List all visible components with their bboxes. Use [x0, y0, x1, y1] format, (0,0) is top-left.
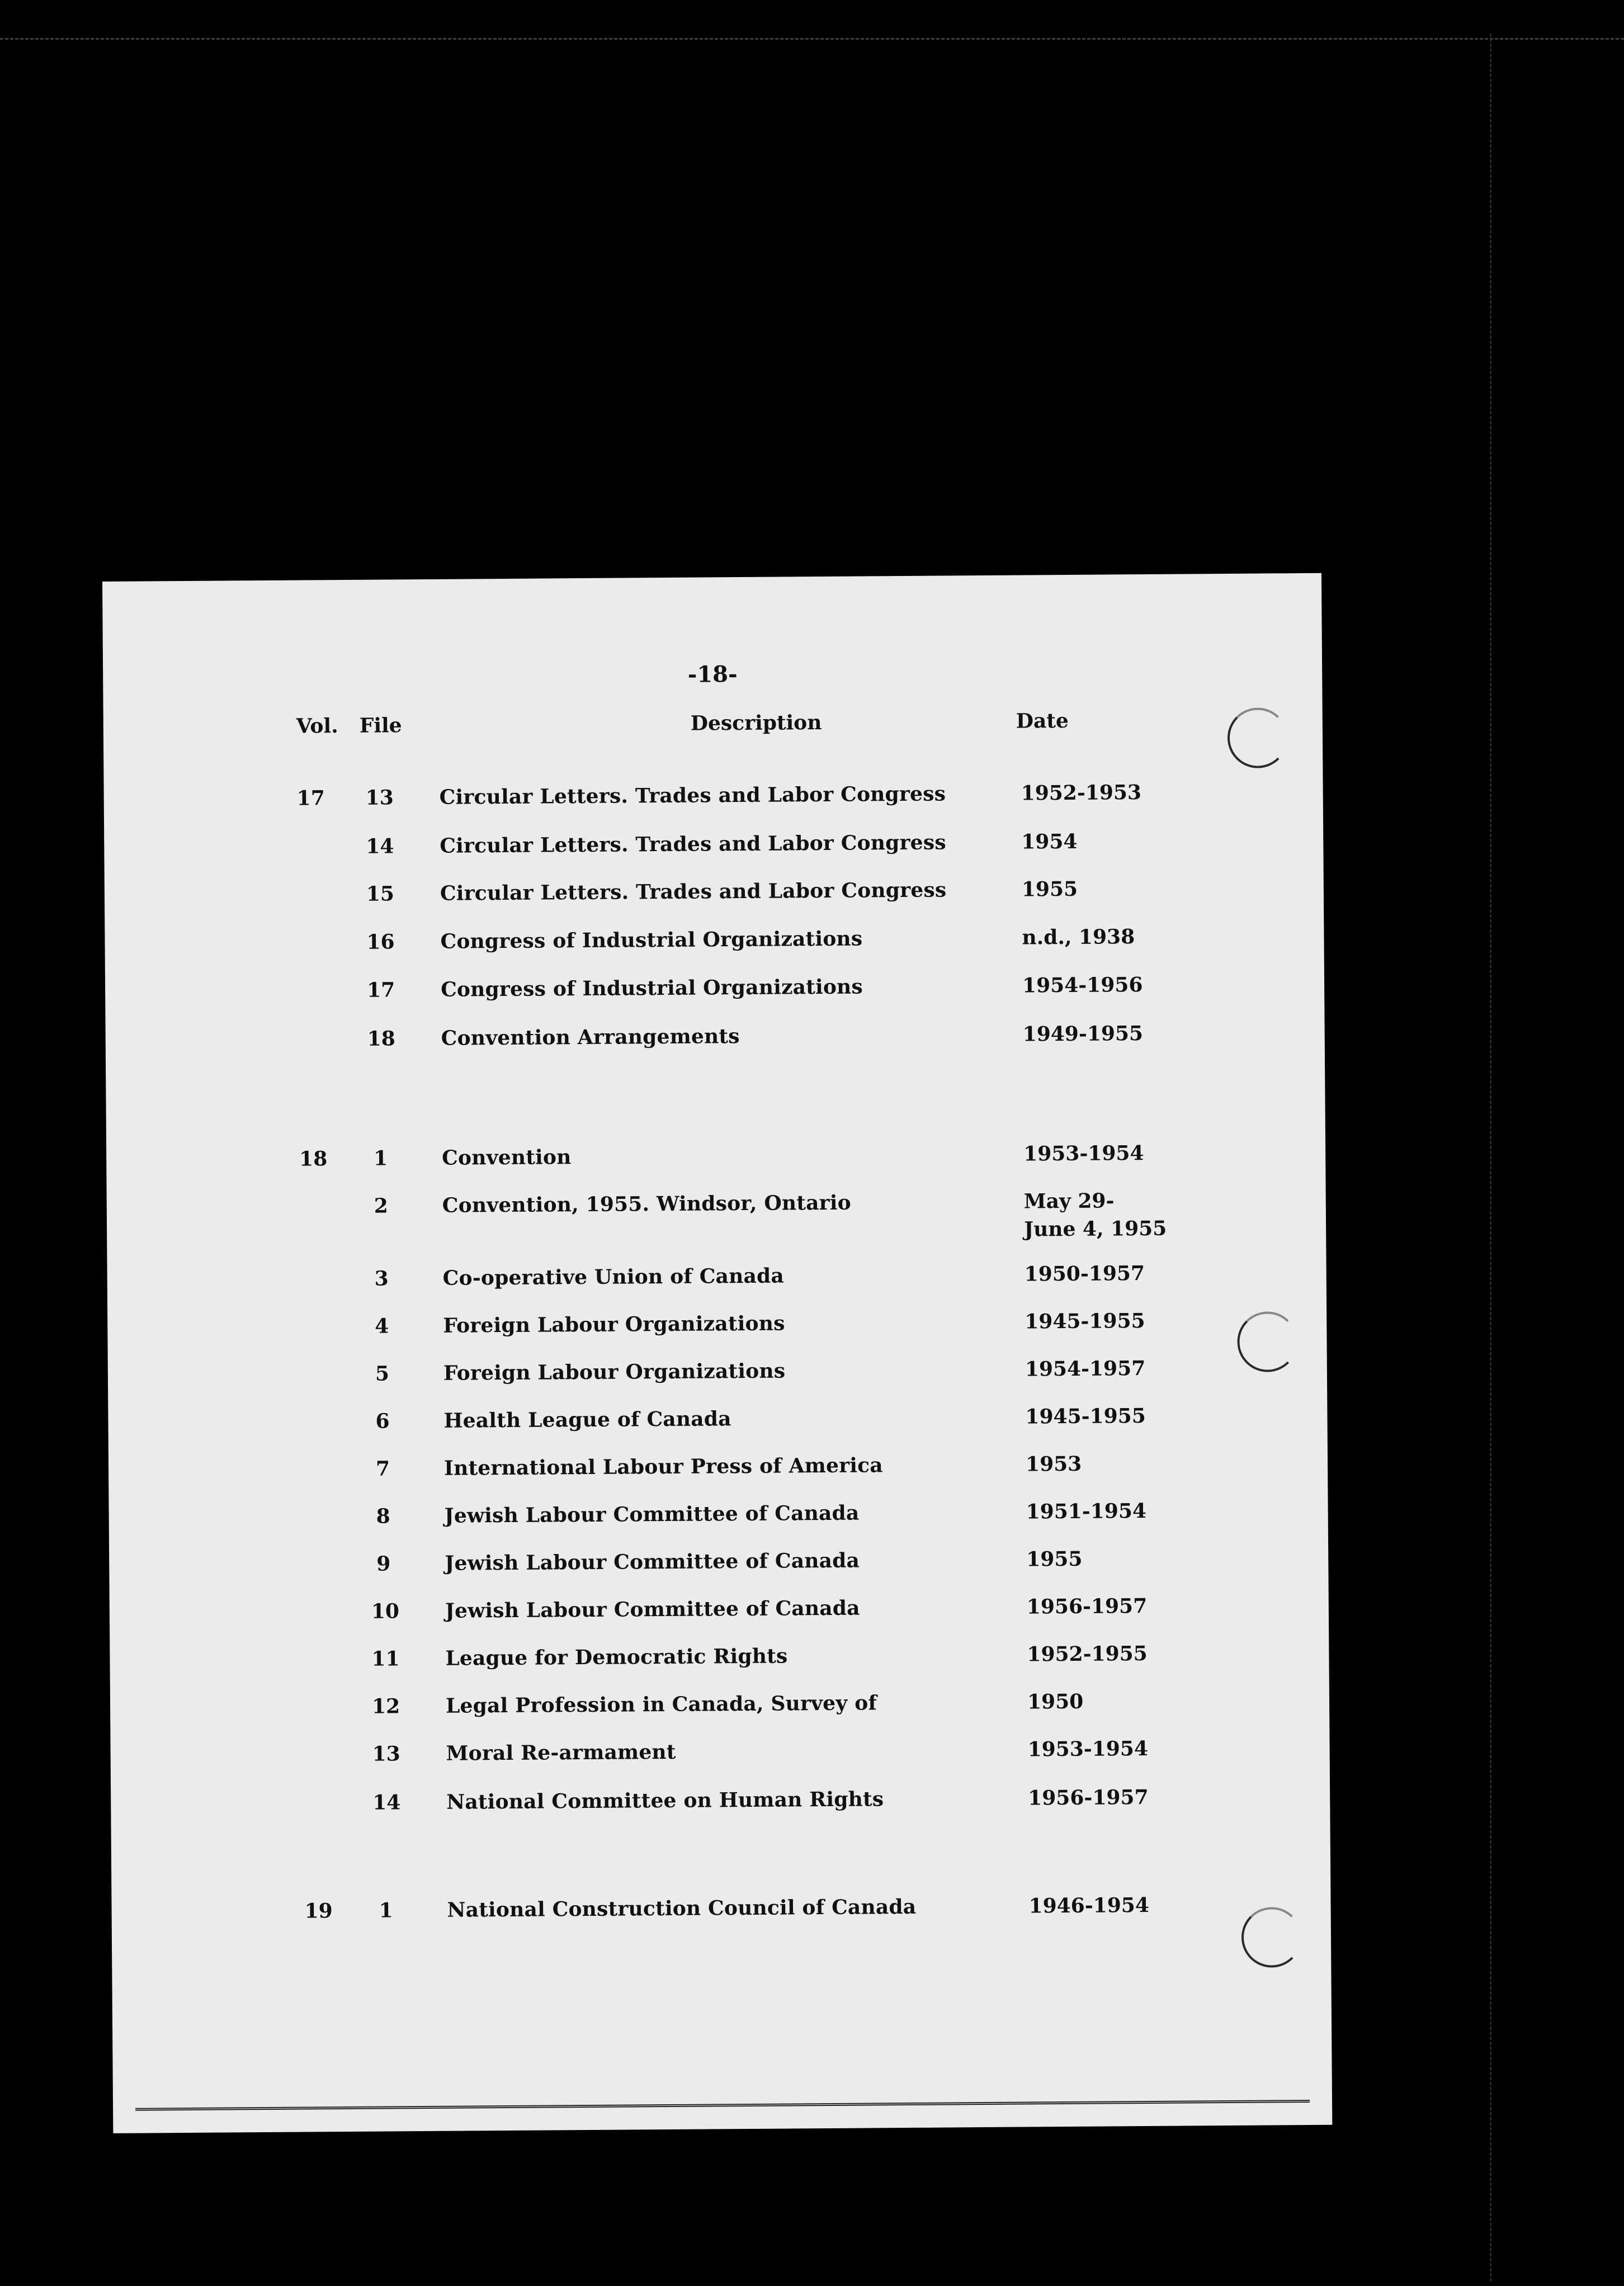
file-date-continued: June 4, 1955: [1023, 1216, 1167, 1241]
header-description: Description: [690, 711, 822, 735]
file-description: Circular Letters. Trades and Labor Congress: [440, 878, 947, 905]
file-number: 15: [366, 882, 395, 906]
document-page: [102, 573, 1332, 2133]
file-date: n.d., 1938: [1022, 925, 1135, 950]
file-description: Jewish Labour Committee of Canada: [445, 1548, 860, 1575]
file-date: 1952-1955: [1027, 1642, 1148, 1666]
file-number: 12: [371, 1694, 400, 1718]
header-date: Date: [1016, 709, 1069, 733]
file-description: Convention Arrangements: [441, 1024, 740, 1050]
file-date: 1951-1954: [1026, 1499, 1147, 1524]
punch-hole-mark: [1237, 1311, 1298, 1372]
file-number: 8: [376, 1504, 390, 1528]
file-description: Legal Profession in Canada, Survey of: [445, 1691, 877, 1718]
file-number: 14: [366, 834, 394, 858]
header-vol: Vol.: [296, 714, 338, 738]
file-number: 18: [367, 1027, 395, 1051]
file-description: Foreign Labour Organizations: [443, 1311, 785, 1338]
film-edge-right: [1490, 34, 1491, 2282]
file-date: 1949-1955: [1022, 1022, 1144, 1046]
file-number: 10: [371, 1599, 400, 1623]
file-date: 1953-1954: [1027, 1736, 1149, 1761]
file-date: 1954: [1021, 829, 1078, 854]
file-description: Congress of Industrial Organizations: [440, 927, 863, 953]
volume-number: 17: [296, 786, 325, 810]
file-description: International Labour Press of America: [443, 1453, 884, 1480]
file-date: 1953-1954: [1023, 1141, 1144, 1166]
volume-number: 19: [304, 1899, 333, 1923]
file-number: 2: [374, 1194, 389, 1218]
file-date: 1955: [1021, 877, 1078, 901]
file-number: 13: [365, 786, 394, 810]
file-date: 1955: [1026, 1547, 1083, 1571]
file-description: Convention: [442, 1145, 572, 1170]
file-description: National Committee on Human Rights: [446, 1787, 884, 1814]
file-number: 7: [375, 1457, 390, 1481]
file-description: Circular Letters. Trades and Labor Congress: [440, 830, 946, 858]
file-description: Jewish Labour Committee of Canada: [444, 1501, 860, 1528]
file-date: 1946-1954: [1028, 1893, 1150, 1918]
punch-hole-mark: [1228, 707, 1288, 768]
file-number: 1: [374, 1146, 388, 1170]
file-number: 16: [366, 930, 395, 954]
page-number: -18-: [687, 661, 738, 688]
file-date: 1952-1953: [1021, 781, 1142, 805]
file-date: 1945-1955: [1025, 1404, 1146, 1429]
volume-number: 18: [299, 1147, 328, 1171]
file-description: Convention, 1955. Windsor, Ontario: [442, 1191, 852, 1217]
file-number: 9: [376, 1552, 391, 1576]
file-date: 1953: [1025, 1452, 1082, 1476]
film-edge-top: [0, 38, 1624, 40]
file-number: 17: [366, 978, 395, 1002]
file-date: 1945-1955: [1025, 1309, 1145, 1334]
file-description: Health League of Canada: [443, 1407, 731, 1433]
file-date: May 29-: [1023, 1189, 1115, 1213]
file-description: Jewish Labour Committee of Canada: [445, 1596, 860, 1623]
file-number: 5: [375, 1362, 390, 1386]
file-number: 6: [375, 1409, 390, 1433]
file-date: 1956-1957: [1026, 1594, 1148, 1619]
punch-hole-mark: [1241, 1907, 1302, 1968]
file-number: 14: [372, 1791, 401, 1815]
page-bottom-rule: [135, 2100, 1310, 2111]
file-number: 3: [374, 1267, 389, 1291]
file-description: Circular Letters. Trades and Labor Congress: [439, 782, 946, 809]
file-number: 1: [379, 1898, 393, 1923]
file-description: Foreign Labour Organizations: [443, 1359, 786, 1385]
file-number: 13: [372, 1742, 400, 1766]
file-description: League for Democratic Rights: [445, 1644, 788, 1670]
file-description: Moral Re-armament: [446, 1740, 676, 1765]
header-file: File: [359, 714, 402, 738]
file-date: 1950: [1027, 1689, 1084, 1714]
file-date: 1956-1957: [1028, 1785, 1149, 1810]
file-number: 4: [375, 1314, 389, 1338]
file-date: 1950-1957: [1024, 1262, 1145, 1286]
file-description: Co-operative Union of Canada: [442, 1264, 785, 1290]
file-number: 11: [371, 1647, 400, 1671]
file-description: Congress of Industrial Organizations: [440, 975, 863, 1002]
file-date: 1954-1957: [1025, 1357, 1146, 1381]
file-date: 1954-1956: [1022, 973, 1143, 998]
file-description: National Construction Council of Canada: [447, 1895, 917, 1922]
